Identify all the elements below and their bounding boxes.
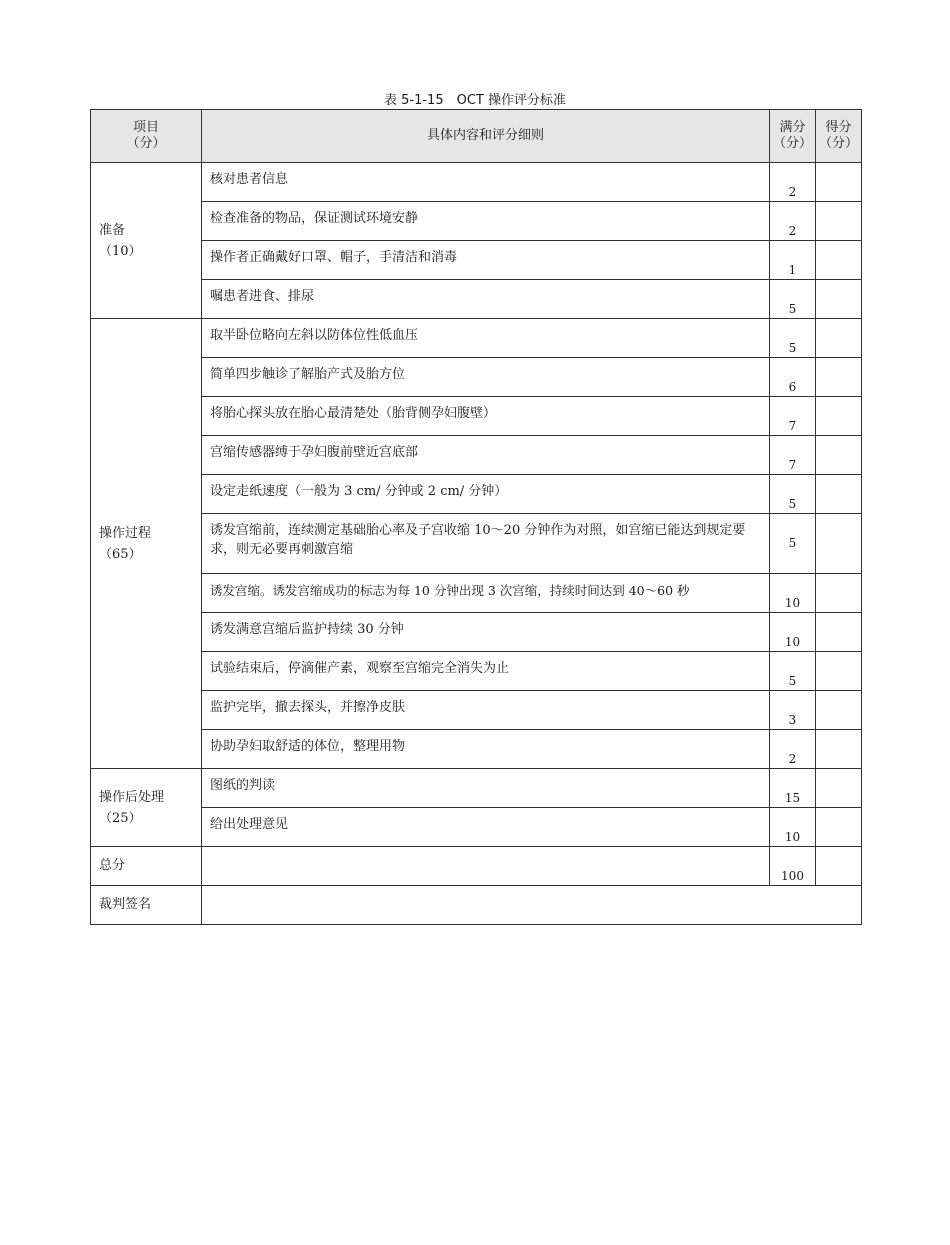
table-row	[91, 808, 862, 847]
full-score: 10	[770, 574, 816, 613]
table-row	[91, 769, 862, 808]
item-text: 宫缩传感器缚于孕妇腹前壁近宫底部	[202, 436, 770, 475]
header-content: 具体内容和评分细则	[202, 110, 770, 163]
full-score: 6	[770, 358, 816, 397]
score-entry-cell[interactable]	[816, 574, 862, 613]
full-score: 2	[770, 730, 816, 769]
full-score: 5	[770, 319, 816, 358]
item-text: 协助孕妇取舒适的体位，整理用物	[202, 730, 770, 769]
full-score: 15	[770, 769, 816, 808]
full-score: 10	[770, 613, 816, 652]
score-entry-cell[interactable]	[816, 163, 862, 202]
category-name: 操作过程	[99, 525, 152, 541]
category-cell	[91, 163, 202, 319]
category-cell	[91, 769, 202, 847]
item-text: 核对患者信息	[202, 163, 770, 202]
table-row	[91, 613, 862, 652]
header-got-score: 得分 （分）	[816, 110, 862, 163]
score-entry-cell[interactable]	[816, 730, 862, 769]
score-entry-cell[interactable]	[816, 769, 862, 808]
category-name: 操作后处理	[99, 789, 165, 805]
score-entry-cell[interactable]	[816, 613, 862, 652]
table-row	[91, 358, 862, 397]
category-score: （25）	[99, 810, 142, 826]
item-text: 将胎心探头放在胎心最清楚处（胎背侧孕妇腹壁）	[202, 397, 770, 436]
item-text: 取半卧位略向左斜以防体位性低血压	[202, 319, 770, 358]
item-text: 操作者正确戴好口罩、帽子，手清洁和消毒	[202, 241, 770, 280]
signature-row	[91, 886, 862, 925]
table-row	[91, 475, 862, 514]
item-text: 简单四步触诊了解胎产式及胎方位	[202, 358, 770, 397]
header-row	[91, 110, 862, 163]
score-entry-cell[interactable]	[816, 691, 862, 730]
table-row	[91, 514, 862, 574]
score-entry-cell[interactable]	[816, 436, 862, 475]
item-text: 设定走纸速度（一般为 3 cm/ 分钟或 2 cm/ 分钟）	[202, 475, 770, 514]
category-cell	[91, 319, 202, 769]
total-blank	[202, 847, 770, 886]
table-row	[91, 241, 862, 280]
score-entry-cell[interactable]	[816, 808, 862, 847]
full-score: 7	[770, 436, 816, 475]
scoring-table	[90, 109, 862, 925]
item-text: 诱发宫缩。诱发宫缩成功的标志为每 10 分钟出现 3 次宫缩，持续时间达到 40～60 秒	[202, 574, 770, 613]
table-caption: 表 5-1-15 OCT 操作评分标准	[384, 93, 566, 108]
item-text: 监护完毕，撤去探头，并擦净皮肤	[202, 691, 770, 730]
score-entry-cell[interactable]	[816, 202, 862, 241]
header-full-score: 满分 （分）	[770, 110, 816, 163]
score-entry-cell[interactable]	[816, 514, 862, 574]
item-text: 检查准备的物品，保证测试环境安静	[202, 202, 770, 241]
category-name: 准备	[99, 222, 126, 238]
signature-label: 裁判签名	[91, 886, 202, 925]
total-label: 总分	[91, 847, 202, 886]
table-row	[91, 280, 862, 319]
total-row	[91, 847, 862, 886]
total-full-score: 100	[770, 847, 816, 886]
table-row	[91, 574, 862, 613]
score-entry-cell[interactable]	[816, 280, 862, 319]
score-entry-cell[interactable]	[816, 358, 862, 397]
full-score: 5	[770, 514, 816, 574]
score-entry-cell[interactable]	[816, 319, 862, 358]
full-score: 2	[770, 163, 816, 202]
category-score: （10）	[99, 243, 142, 259]
table-row	[91, 691, 862, 730]
table-row	[91, 652, 862, 691]
table-row	[91, 436, 862, 475]
item-text: 诱发宫缩前，连续测定基础胎心率及子宫收缩 10～20 分钟作为对照，如宫缩已能达到规定要求，则无必要再刺激宫缩	[202, 514, 770, 574]
table-row	[91, 397, 862, 436]
table-row	[91, 730, 862, 769]
score-entry-cell[interactable]	[816, 652, 862, 691]
item-text: 试验结束后，停滴催产素，观察至宫缩完全消失为止	[202, 652, 770, 691]
full-score: 10	[770, 808, 816, 847]
full-score: 7	[770, 397, 816, 436]
full-score: 5	[770, 475, 816, 514]
score-entry-cell[interactable]	[816, 475, 862, 514]
score-entry-cell[interactable]	[816, 241, 862, 280]
item-text: 诱发满意宫缩后监护持续 30 分钟	[202, 613, 770, 652]
item-text: 嘱患者进食、排尿	[202, 280, 770, 319]
score-entry-cell[interactable]	[816, 397, 862, 436]
full-score: 2	[770, 202, 816, 241]
header-project: 项目 （分）	[91, 110, 202, 163]
table-row	[91, 163, 862, 202]
item-text: 图纸的判读	[202, 769, 770, 808]
table-row	[91, 202, 862, 241]
total-score-entry-cell[interactable]	[816, 847, 862, 886]
full-score: 3	[770, 691, 816, 730]
full-score: 5	[770, 280, 816, 319]
signature-entry-cell[interactable]	[202, 886, 862, 925]
category-score: （65）	[99, 546, 142, 562]
item-text: 给出处理意见	[202, 808, 770, 847]
full-score: 5	[770, 652, 816, 691]
full-score: 1	[770, 241, 816, 280]
table-row	[91, 319, 862, 358]
